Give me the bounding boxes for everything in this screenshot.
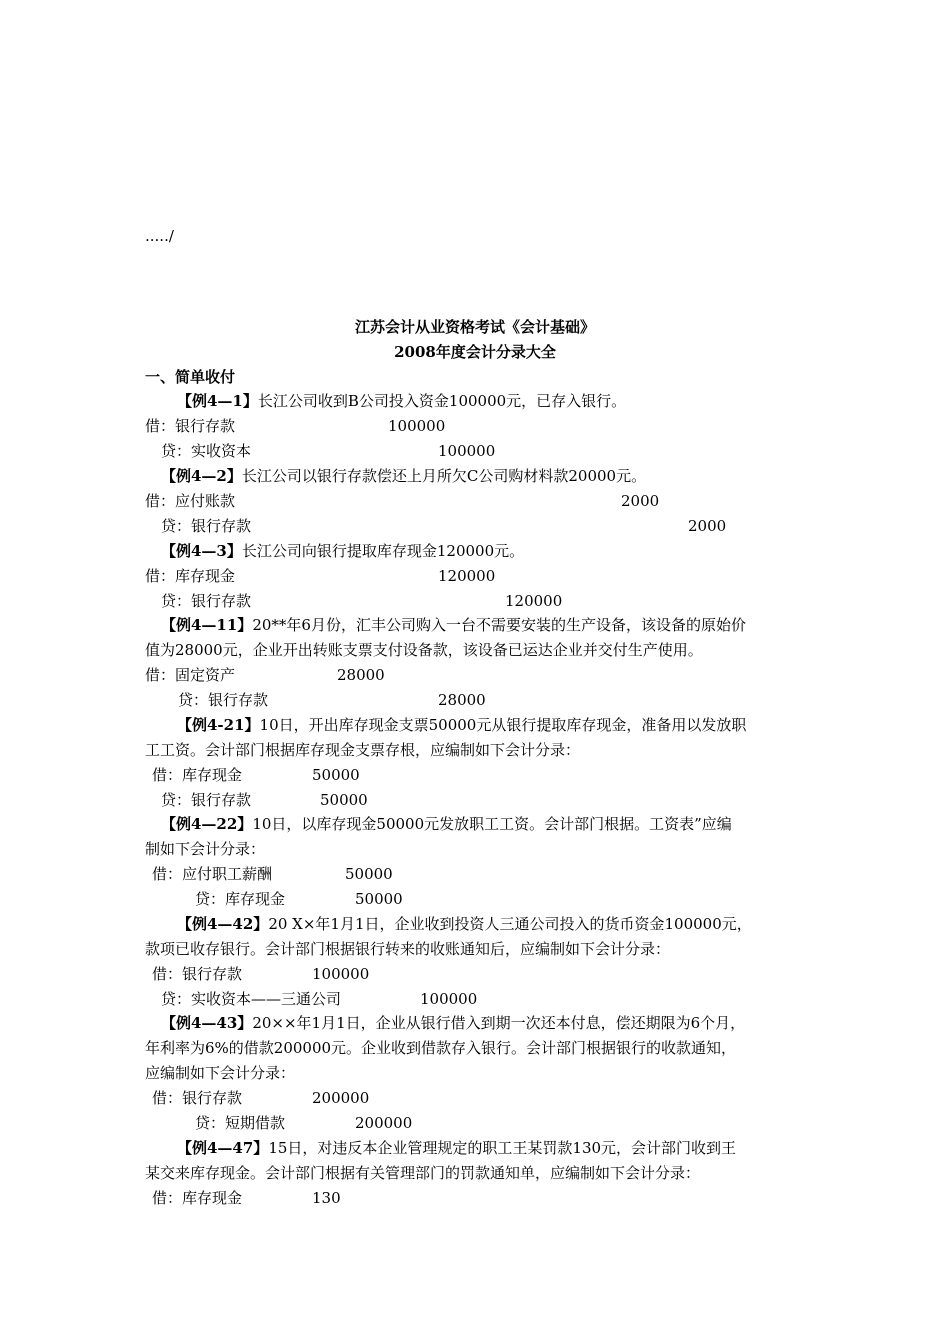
debit-amount: 130 bbox=[312, 1189, 341, 1207]
credit-entry: 贷：短期借款 bbox=[195, 1114, 286, 1132]
credit-entry: 贷：银行存款 bbox=[161, 592, 252, 610]
example-4-42 bbox=[177, 914, 752, 934]
example-text: 20××年1月1日，企业从银行借入到期一次还本付息，偿还期限为6个月， bbox=[252, 1014, 746, 1032]
example-text: 10日，开出库存现金支票50000元从银行提取库存现金，准备用以发放职 bbox=[259, 716, 747, 734]
section-heading: 一、简单收付 bbox=[145, 368, 236, 386]
document-title: 江苏会计从业资格考试《会计基础》 bbox=[354, 318, 595, 336]
example-text: 长江公司以银行存款偿还上月所欠C公司购材料款20000元。 bbox=[241, 467, 647, 485]
debit-entry: 借：库存现金 bbox=[145, 567, 236, 585]
header-mark: ...../ bbox=[145, 227, 174, 245]
example-text: 20 X×年1月1日，企业收到投资人三通公司投入的货币资金100000元， bbox=[268, 915, 752, 933]
debit-entry: 借：库存现金 bbox=[152, 1189, 243, 1207]
credit-entry: 贷：银行存款 bbox=[161, 517, 252, 535]
credit-amount: 200000 bbox=[355, 1114, 413, 1132]
debit-amount: 2000 bbox=[621, 492, 660, 510]
credit-entry: 贷：库存现金 bbox=[195, 890, 286, 908]
credit-amount: 120000 bbox=[505, 592, 563, 610]
example-text-cont: 应编制如下会计分录： bbox=[145, 1064, 296, 1082]
example-4-3 bbox=[161, 541, 524, 561]
example-label: 【例4—22】 bbox=[161, 815, 253, 833]
example-text-cont: 值为28000元，企业开出转账支票支付设备款，该设备已运达企业并交付生产使用。 bbox=[145, 641, 703, 659]
credit-entry: 贷：实收资本——三通公司 bbox=[161, 990, 342, 1008]
credit-amount: 28000 bbox=[438, 691, 486, 709]
example-label: 【例4-21】 bbox=[177, 716, 260, 734]
credit-amount: 50000 bbox=[320, 791, 368, 809]
credit-entry: 贷：银行存款 bbox=[178, 691, 269, 709]
example-label: 【例4—47】 bbox=[177, 1139, 269, 1157]
debit-entry: 借：银行存款 bbox=[145, 417, 236, 435]
credit-amount: 50000 bbox=[355, 890, 403, 908]
debit-entry: 借：银行存款 bbox=[152, 965, 243, 983]
debit-amount: 50000 bbox=[345, 865, 393, 883]
example-4-11 bbox=[161, 615, 746, 635]
example-text: 20**年6月份，汇丰公司购入一台不需要安装的生产设备，该设备的原始价 bbox=[252, 616, 746, 634]
example-4-22 bbox=[161, 814, 732, 834]
example-4-21 bbox=[177, 715, 746, 735]
example-label: 【例4—2】 bbox=[161, 467, 242, 485]
debit-amount: 50000 bbox=[312, 766, 360, 784]
example-4-47 bbox=[177, 1138, 736, 1158]
example-text-cont: 制如下会计分录： bbox=[145, 840, 266, 858]
debit-amount: 120000 bbox=[438, 567, 496, 585]
example-label: 【例4—1】 bbox=[177, 392, 258, 410]
debit-amount: 100000 bbox=[312, 965, 370, 983]
debit-amount: 100000 bbox=[388, 417, 446, 435]
debit-entry: 借：应付职工薪酬 bbox=[152, 865, 273, 883]
debit-entry: 借：库存现金 bbox=[152, 766, 243, 784]
credit-amount: 100000 bbox=[420, 990, 478, 1008]
debit-entry: 借：银行存款 bbox=[152, 1089, 243, 1107]
debit-entry: 借：固定资产 bbox=[145, 666, 236, 684]
debit-amount: 200000 bbox=[312, 1089, 370, 1107]
document-subtitle: 2008年度会计分录大全 bbox=[394, 343, 556, 361]
example-4-43 bbox=[161, 1013, 745, 1033]
example-text: 长江公司向银行提取库存现金120000元。 bbox=[241, 542, 525, 560]
example-text: 长江公司收到B公司投入资金100000元，已存入银行。 bbox=[257, 392, 627, 410]
example-label: 【例4—43】 bbox=[161, 1014, 253, 1032]
debit-entry: 借：应付账款 bbox=[145, 492, 236, 510]
example-label: 【例4—11】 bbox=[161, 616, 253, 634]
credit-entry: 贷：银行存款 bbox=[161, 791, 252, 809]
example-label: 【例4—42】 bbox=[177, 915, 269, 933]
example-text-cont: 某交来库存现金。会计部门根据有关管理部门的罚款通知单，应编制如下会计分录： bbox=[145, 1164, 701, 1182]
credit-amount: 2000 bbox=[688, 517, 727, 535]
credit-entry: 贷：实收资本 bbox=[161, 442, 252, 460]
example-text: 10日，以库存现金50000元发放职工工资。会计部门根据。工资表”应编 bbox=[252, 815, 732, 833]
credit-amount: 100000 bbox=[438, 442, 496, 460]
example-text-cont: 款项已收存银行。会计部门根据银行转来的收账通知后，应编制如下会计分录： bbox=[145, 940, 671, 958]
debit-amount: 28000 bbox=[337, 666, 385, 684]
example-text-cont: 工工资。会计部门根据库存现金支票存根，应编制如下会计分录： bbox=[145, 741, 581, 759]
example-text-cont: 年利率为6%的借款200000元。企业收到借款存入银行。会计部门根据银行的收款通知， bbox=[145, 1039, 737, 1057]
example-text: 15日，对违反本企业管理规定的职工王某罚款130元，会计部门收到王 bbox=[268, 1139, 737, 1157]
example-4-2 bbox=[161, 466, 646, 486]
example-4-1 bbox=[177, 391, 626, 411]
example-label: 【例4—3】 bbox=[161, 542, 242, 560]
